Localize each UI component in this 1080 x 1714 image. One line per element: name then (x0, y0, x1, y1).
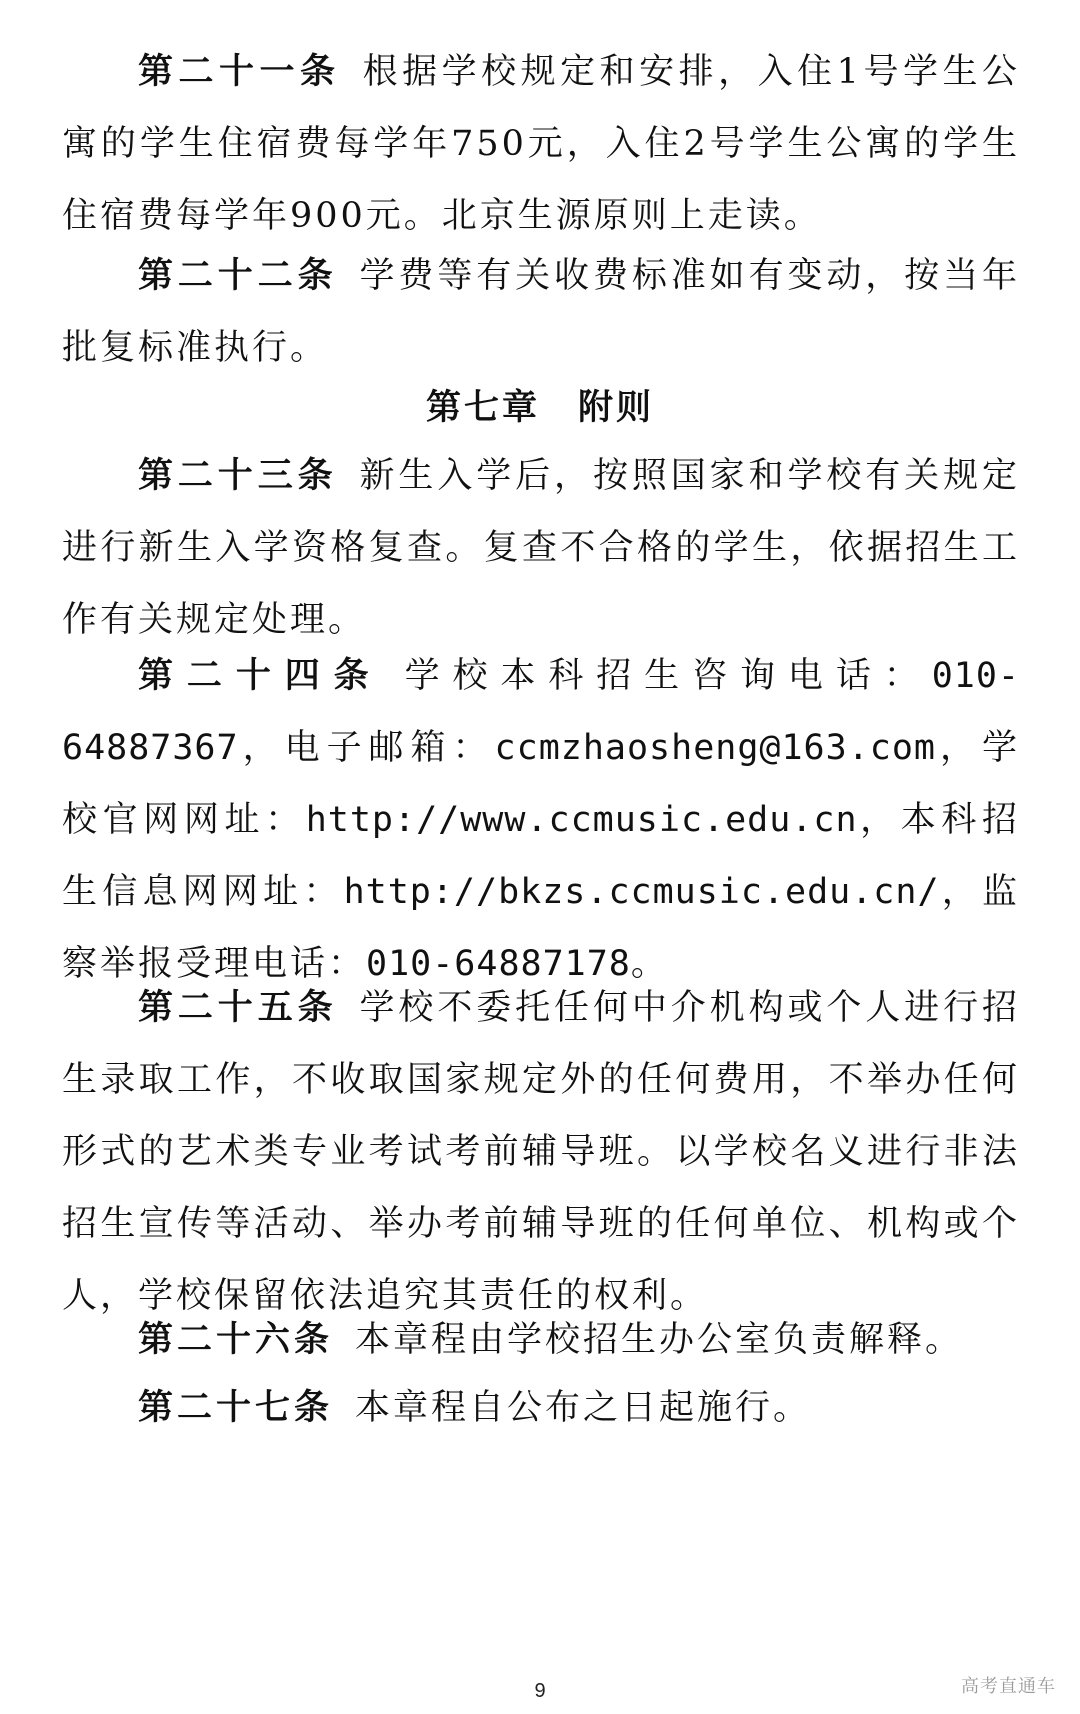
article-text: 。 (630, 944, 669, 984)
email-address: ccmzhaosheng@163.com (494, 728, 936, 768)
article-27 (62, 1372, 1020, 1444)
article-text: 新生入学后，按照国家和学校有关规定进行新生入学资格复查。复查不合格的学生，依据招生工作有关规定处理。 (62, 456, 1020, 640)
admission-website: http://bkzs.ccmusic.edu.cn/ (343, 872, 940, 912)
article-text: ，学校官网网址： (62, 728, 1020, 840)
article-text: 学校本科招生咨询电话： (404, 656, 932, 696)
chapter-title: 第七章 附则 (425, 388, 654, 428)
report-phone: 010-64887178 (366, 944, 631, 984)
article-24 (62, 640, 1020, 1000)
article-number: 第二十二条 (138, 256, 338, 296)
article-number: 第二十七条 (138, 1388, 334, 1428)
watermark: 高考直通车 (961, 1676, 1056, 1697)
article-23 (62, 440, 1020, 656)
article-text: 本章程由学校招生办公室负责解释。 (355, 1320, 964, 1360)
article-21 (62, 36, 1020, 252)
page-number: 9 (534, 1680, 546, 1702)
article-number: 第二十六条 (138, 1320, 334, 1360)
article-text: 根据学校规定和安排，入住1号学生公寓的学生住宿费每学年750元，入住2号学生公寓的学生住宿费每学年900元。北京生源原则上走读。 (62, 52, 1020, 236)
article-22 (62, 240, 1020, 384)
article-text: 本章程自公布之日起施行。 (355, 1388, 812, 1428)
article-text: ，本科招生信息网网址： (62, 800, 1020, 912)
article-number: 第二十五条 (138, 988, 338, 1028)
official-website: http://www.ccmusic.edu.cn (305, 800, 858, 840)
article-text: ，监察举报受理电话： (62, 872, 1020, 984)
article-number: 第二十三条 (138, 456, 338, 496)
article-text: 学费等有关收费标准如有变动，按当年批复标准执行。 (62, 256, 1020, 368)
article-number: 第二十四条 (138, 656, 383, 696)
admission-phone: 010-64887367 (62, 656, 1020, 768)
article-25 (62, 972, 1020, 1332)
article-26 (62, 1304, 1020, 1376)
article-number: 第二十一条 (138, 52, 341, 92)
article-text: 学校不委托任何中介机构或个人进行招生录取工作，不收取国家规定外的任何费用，不举办任何形式的艺术类专业考试考前辅导班。以学校名义进行非法招生宣传等活动、举办考前辅导班的任何单位、机构或个人，学校保留依法追究其责任的权利。 (62, 988, 1020, 1316)
article-text: ，电子邮箱： (238, 728, 495, 768)
